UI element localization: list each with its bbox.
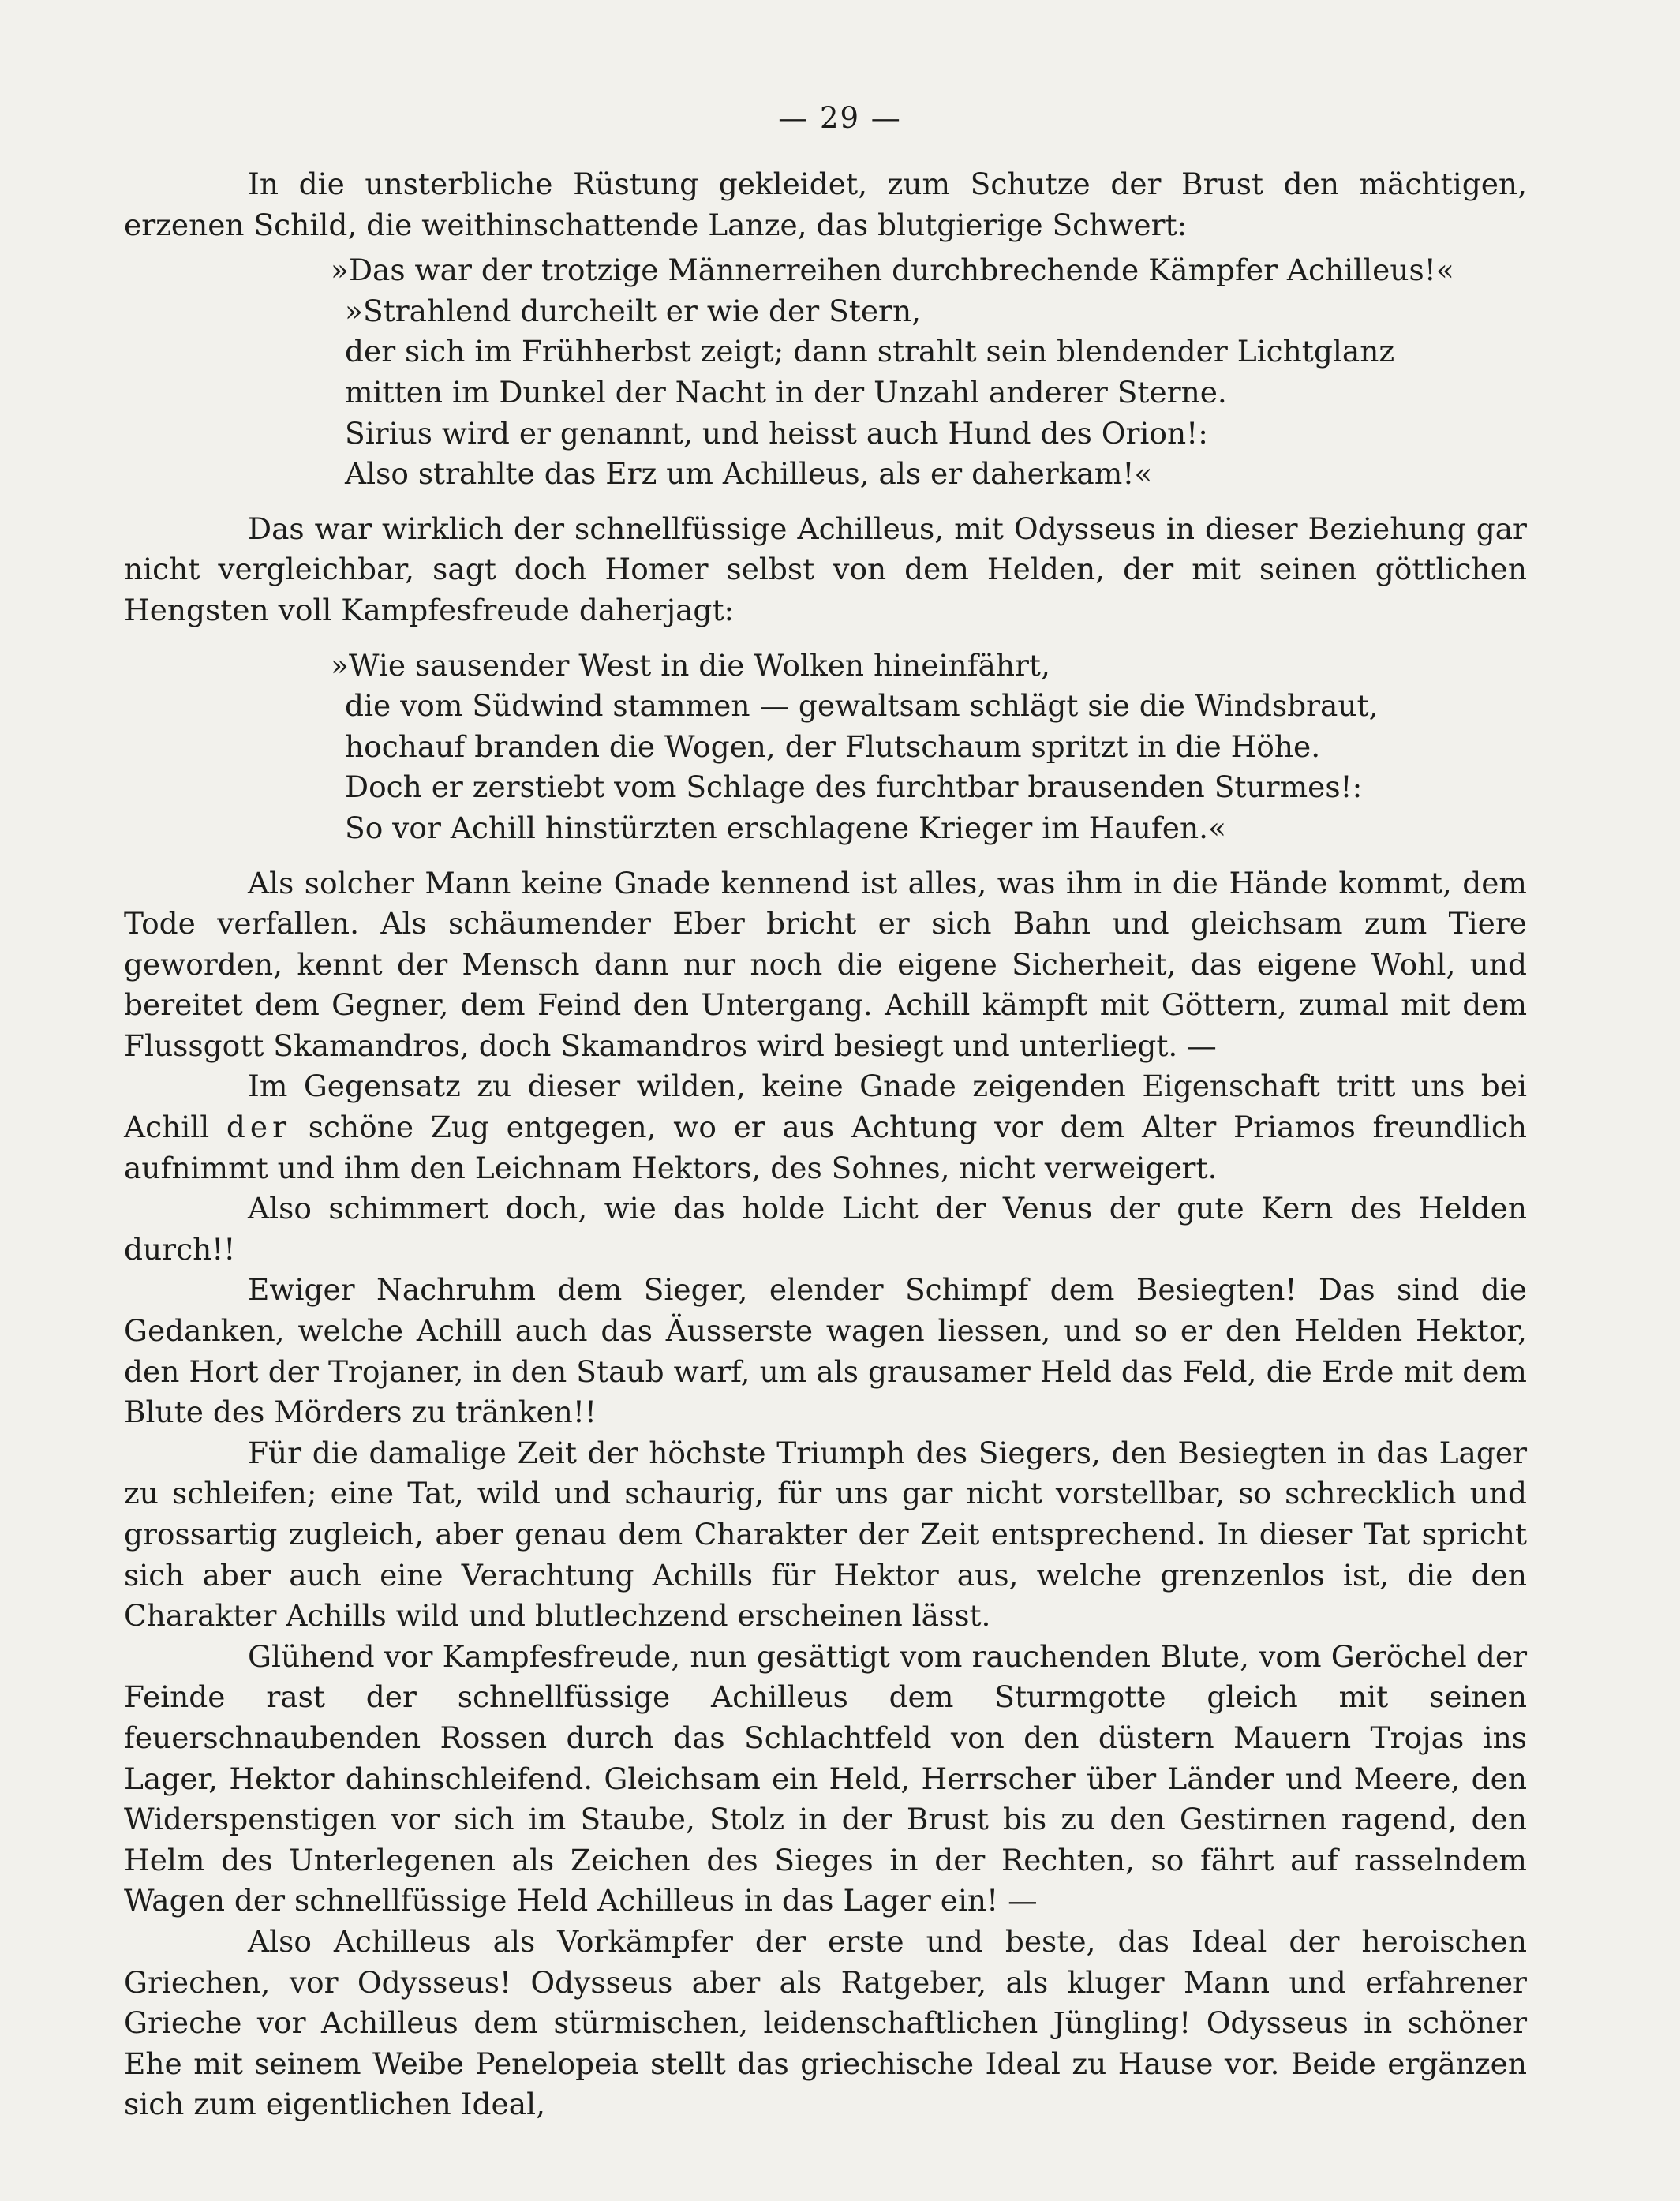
verse-quote-2 (124, 646, 1527, 849)
paragraph-4 (124, 1066, 1527, 1188)
verse-line: »Das war der trotzige Männerreihen durchbrechende Kämpfer Achilleus!« (331, 253, 1454, 288)
emphasized-word: der (226, 1110, 292, 1145)
verse-line: Doch er zerstiebt vom Schlage des furchtbar brausenden Sturmes!: (345, 769, 1363, 805)
paragraph-3: Als solcher Mann keine Gnade kennend ist alles, was ihm in die Hände kommt, dem Tode verfallen. Als schäumender Eber bricht er sich Bahn und gleichsam zum Tiere geworden, kennt der Mensch dann nur noch die eigene Sicherheit, das eigene Wohl, und bereitet dem Gegner, dem Feind den Untergang. Achill kämpft mit Göttern, zumal mit dem Flussgott Skamandros, doch Skamandros wird besiegt und unterliegt. — (124, 865, 1527, 1063)
paragraph-8: Glühend vor Kampfesfreude, nun gesättigt vom rauchenden Blute, vom Geröchel der Feinde rast der schnellfüssige Achilleus dem Sturmgotte gleich mit seinen feuerschnaubenden Rossen durch das Schlachtfeld von den düstern Mauern Trojas ins Lager, Hektor dahinschleifend. Gleichsam ein Held, Herrscher über Länder und Meere, den Widerspenstigen vor sich im Staube, Stolz in der Brust bis zu den Gestirnen ragend, den Helm des Unterlegenen als Zeichen des Sieges in der Rechten, so fährt auf rasselndem Wagen der schnellfüssige Held Achilleus in das Lager ein! — (124, 1638, 1527, 1918)
paragraph-1: In die unsterbliche Rüstung gekleidet, zum Schutze der Brust den mächtigen, erzenen Schild, die weithinschattende Lanze, das blutgierige Schwert: (124, 167, 1527, 242)
page-number: — 29 — (778, 101, 902, 135)
paragraph-5: Also schimmert doch, wie das holde Licht der Venus der gute Kern des Helden durch!! (124, 1191, 1527, 1267)
verse-line: Also strahlte das Erz um Achilleus, als er daherkam!« (345, 456, 1153, 492)
paragraph-4-start: Im Gegensatz zu dieser wilden, keine Gnade zeigenden Eigenschaft tritt uns bei Achill (124, 1069, 1527, 1145)
verse-line: »Strahlend durcheilt er wie der Stern, (345, 293, 922, 328)
verse-line: So vor Achill hinstürzten erschlagene Krieger im Haufen.« (345, 810, 1226, 845)
paragraph-4-end: schöne Zug entgegen, wo er aus Achtung vor dem Alter Priamos freundlich aufnimmt und ihm den Leichnam Hektors, des Sohnes, nicht verweigert. (124, 1110, 1528, 1185)
paragraph-6: Ewiger Nachruhm dem Sieger, elender Schimpf dem Besiegten! Das sind die Gedanken, welche Achill auch das Äusserste wagen liessen, und so er den Helden Hektor, den Hort der Trojaner, in den Staub warf, um als grausamer Held das Feld, die Erde mit dem Blute des Mörders zu tränken!! (124, 1272, 1527, 1430)
paragraph-7: Für die damalige Zeit der höchste Triumph des Siegers, den Besiegten in das Lager zu schleifen; eine Tat, wild und schaurig, für uns gar nicht vorstellbar, so schrecklich und grossartig zugleich, aber genau dem Charakter der Zeit entsprechend. In dieser Tat spricht sich aber auch eine Verachtung Achills für Hektor aus, welche grenzenlos ist, die den Charakter Achills wild und blutlechzend erscheinen lässt. (124, 1435, 1527, 1634)
verse-line: Sirius wird er genannt, und heisst auch Hund des Orion!: (345, 415, 1208, 451)
verse-quote-1 (124, 250, 1527, 495)
body-text (124, 164, 1527, 2125)
verse-line: der sich im Frühherbst zeigt; dann strahlt sein blendender Lichtglanz (345, 334, 1395, 369)
paragraph-9: Also Achilleus als Vorkämpfer der erste und beste, das Ideal der heroischen Griechen, vor Odysseus! Odysseus aber als Ratgeber, als kluger Mann und erfahrener Grieche vor Achilleus dem stürmischen, leidenschaftlichen Jüngling! Odysseus in schöner Ehe mit seinem Weibe Penelopeia stellt das griechische Ideal zu Hause vor. Beide ergänzen sich zum eigentlichen Ideal, (124, 1923, 1527, 2122)
verse-line: »Wie sausender West in die Wolken hineinfährt, (331, 647, 1050, 683)
verse-line: die vom Südwind stammen — gewaltsam schlägt sie die Windsbraut, (345, 688, 1379, 724)
verse-line: hochauf branden die Wogen, der Flutschaum spritzt in die Höhe. (345, 728, 1321, 764)
verse-line: mitten im Dunkel der Nacht in der Unzahl anderer Sterne. (345, 374, 1227, 410)
paragraph-2: Das war wirklich der schnellfüssige Achilleus, mit Odysseus in dieser Beziehung gar nicht vergleichbar, sagt doch Homer selbst von dem Helden, der mit seinen göttlichen Hengsten voll Kampfesfreude daherjagt: (124, 511, 1527, 627)
